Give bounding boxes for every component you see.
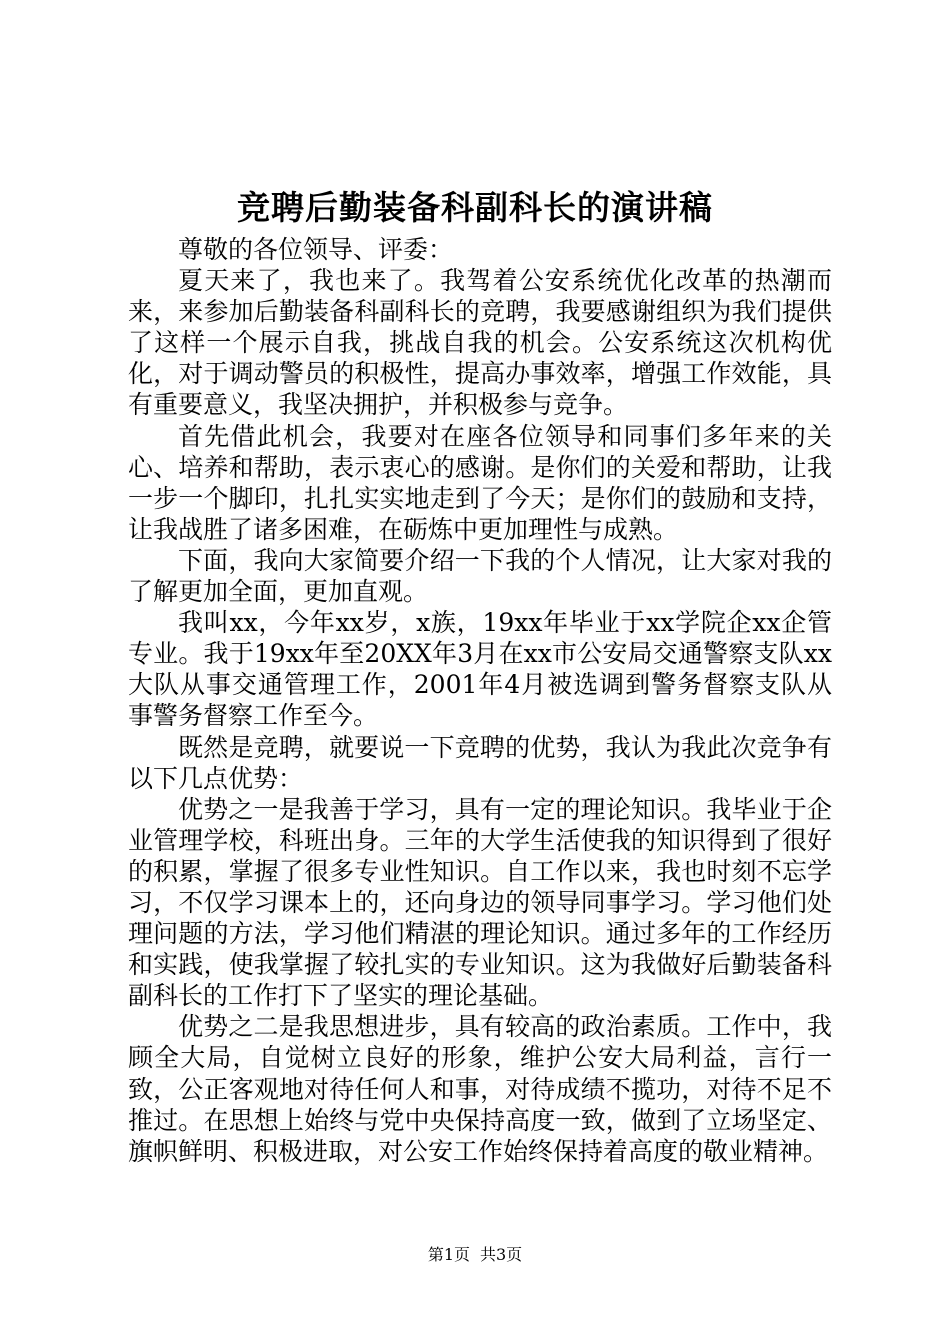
paragraph-salutation: 尊敬的各位领导、评委： (178, 235, 454, 264)
paragraph: 首先借此机会，我要对在座各位领导和同事们多年来的关心、培养和帮助，表示衷心的感谢。是你们的关爱和帮助，让我一步一个脚印，扎扎实实地走到了今天；是你们的鼓励和支持，让我战胜了诸多困难，在砺炼中更加理性与成熟。 (128, 421, 832, 544)
paragraph: 下面，我向大家简要介绍一下我的个人情况，让大家对我的了解更加全面，更加直观。 (128, 545, 832, 607)
paragraph: 我叫xx，今年xx岁，x族，19xx年毕业于xx学院企xx企管专业。我于19xx年至20XX年3月在xx市公安局交通警察支队xx大队从事交通管理工作，2001年4月被选调到警务督察支队从事警务督察工作至今。 (128, 608, 832, 731)
paragraph: 优势之二是我思想进步，具有较高的政治素质。工作中，我顾全大局，自觉树立良好的形象，维护公安大局利益，言行一致，公正客观地对待任何人和事，对待成绩不揽功，对待不足不推过。在思想上始终与党中央保持高度一致，做到了立场坚定、旗帜鲜明、积极进取，对公安工作始终保持着高度的敬业精神。 (128, 1012, 832, 1166)
page-total: 共3页 (480, 1245, 523, 1264)
paragraph: 优势之一是我善于学习，具有一定的理论知识。我毕业于企业管理学校，科班出身。三年的大学生活使我的知识得到了很好的积累，掌握了很多专业性知识。自工作以来，我也时刻不忘学习，不仅学习课本上的，还向身边的领导同事学习。学习他们处理问题的方法，学习他们精湛的理论知识。通过多年的工作经历和实践，使我掌握了较扎实的专业知识。这为我做好后勤装备科副科长的工作打下了坚实的理论基础。 (128, 794, 832, 1011)
page-footer (0, 1243, 950, 1267)
paragraph: 既然是竞聘，就要说一下竞聘的优势，我认为我此次竞争有以下几点优势： (128, 732, 832, 793)
paragraph: 夏天来了，我也来了。我驾着公安系统优化改革的热潮而来，来参加后勤装备科副科长的竞聘，我要感谢组织为我们提供了这样一个展示自我，挑战自我的机会。公安系统这次机构优化，对于调动警员的积极性，提高办事效率，增强工作效能，具有重要意义，我坚决拥护，并积极参与竞争。 (128, 266, 832, 420)
page-number: 第1页 (427, 1245, 470, 1264)
document-title: 竞聘后勤装备科副科长的演讲稿 (237, 188, 713, 227)
document-body (128, 234, 832, 1167)
